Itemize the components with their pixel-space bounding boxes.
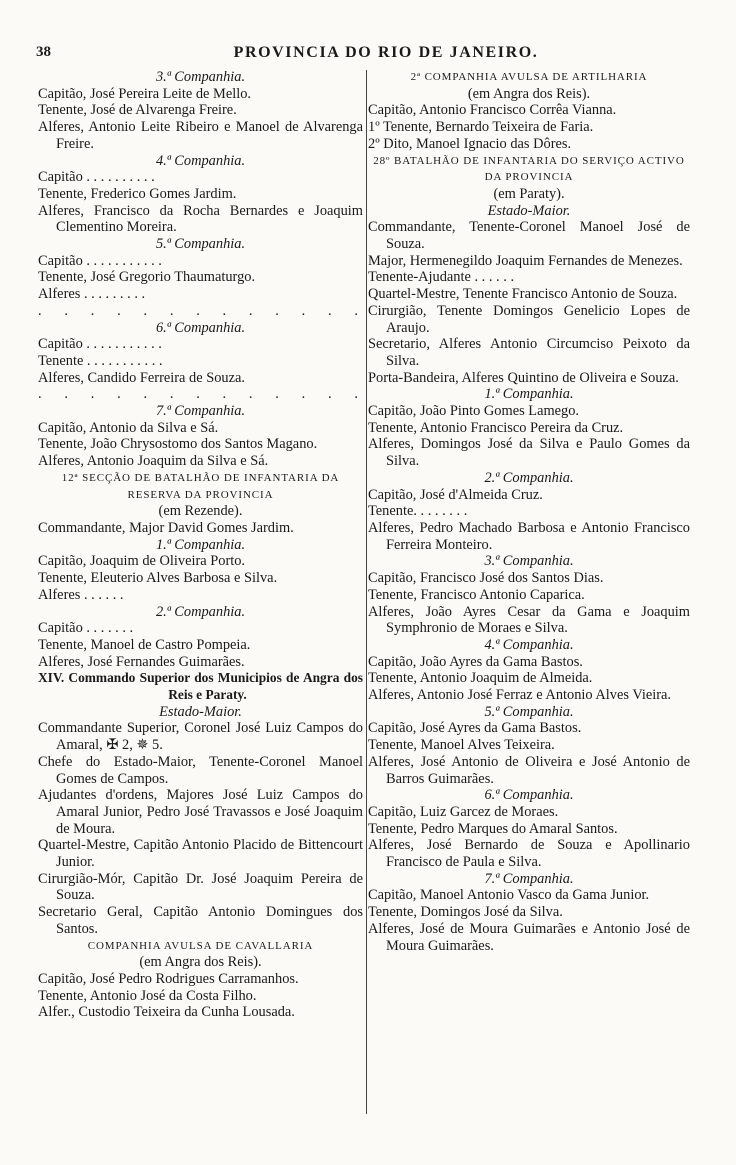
roster-entry: Cirurgião, Tenente Domingos Genelicio Lopes de Araujo.: [368, 302, 690, 336]
roster-entry: Tenente, José de Alvarenga Freire.: [38, 102, 237, 119]
roster-entry: Commandante Superior, Coronel José Luiz Campos do Amaral, ✠ 2, ✵ 5.: [38, 720, 363, 754]
roster-entry: Capitão, João Ayres da Gama Bastos.: [368, 653, 583, 670]
roster-entry: Alferes, José Bernardo de Souza e Apollinario Francisco de Paula e Silva.: [368, 837, 690, 871]
section-heading: 3.ª Companhia.: [484, 553, 574, 570]
roster-entry: Alferes, José de Moura Guimarães e Antonio José de Moura Guimarães.: [368, 920, 690, 954]
roster-entry: Tenente, Antonio Francisco Pereira da Cruz.: [368, 419, 624, 436]
roster-entry: Capitão, Luiz Garcez de Moraes.: [368, 803, 559, 820]
roster-entry: Tenente, Domingos José da Silva.: [368, 904, 563, 921]
roster-entry: Cirurgião-Mór, Capitão Dr. José Joaquim Pereira de Souza.: [38, 870, 363, 904]
roster-entry: Tenente, Antonio Joaquim de Almeida.: [368, 670, 593, 687]
dotted-leader: . . . . . . . . . . . . .: [38, 302, 363, 319]
roster-entry: Tenente, José Gregorio Thaumaturgo.: [38, 269, 256, 286]
roster-entry: Capitão, José Ayres da Gama Bastos.: [368, 720, 582, 737]
roster-entry: Capitão, Francisco José dos Santos Dias.: [368, 570, 604, 587]
roster-entry: Capitão, Manoel Antonio Vasco da Gama Junior.: [368, 887, 650, 904]
section-heading: 2.ª Companhia.: [484, 469, 574, 486]
section-heading: 7.ª Companhia.: [484, 870, 574, 887]
location-line: (em Angra dos Reis).: [139, 954, 262, 971]
roster-entry: Tenente-Ajudante . . . . . .: [368, 269, 515, 286]
unit-heading: 2ª COMPANHIA AVULSA DE ARTILHARIA: [410, 71, 648, 83]
roster-entry: Alferes . . . . . .: [38, 586, 124, 603]
roster-entry: Alferes, Domingos José da Silva e Paulo Gomes da Silva.: [368, 436, 690, 470]
roster-entry: Capitão, João Pinto Gomes Lamego.: [368, 403, 580, 420]
roster-entry: Capitão, José Pereira Leite de Mello.: [38, 85, 251, 102]
roster-entry: Secretario Geral, Capitão Antonio Domingues dos Santos.: [38, 904, 363, 937]
roster-entry: Capitão, José Pedro Rodrigues Carramanhos.: [38, 970, 299, 987]
section-heading: 1.ª Companhia.: [484, 386, 574, 403]
roster-entry: Alferes . . . . . . . . .: [38, 286, 146, 303]
section-heading: 1.ª Companhia.: [155, 536, 246, 553]
page-number: 38: [36, 44, 51, 60]
location-line: (em Paraty).: [493, 185, 565, 202]
running-title: PROVINCIA DO RIO DE JANEIRO.: [233, 44, 539, 61]
roster-entry: Tenente, Manoel de Castro Pompeia.: [38, 636, 251, 653]
command-heading: XIV. Commando Superior dos Municipios de Angra dos Reis e Paraty.: [38, 670, 363, 703]
roster-entry: Alferes, Candido Ferreira de Souza.: [38, 369, 245, 386]
unit-heading: COMPANHIA AVULSA DE CAVALLARIA: [87, 939, 314, 952]
roster-entry: Porta-Bandeira, Alferes Quintino de Oliveira e Souza.: [368, 369, 679, 386]
roster-entry: Tenente. . . . . . . .: [368, 503, 468, 520]
section-heading: 5.ª Companhia.: [484, 703, 574, 720]
section-heading: Estado-Maior.: [159, 703, 242, 720]
roster-entry: Tenente, Pedro Marques do Amaral Santos.: [368, 820, 618, 837]
roster-entry: Chefe do Estado-Maior, Tenente-Coronel Manoel Gomes de Campos.: [38, 753, 363, 787]
right-column: [368, 69, 690, 954]
roster-entry: Alfer., Custodio Teixeira da Cunha Lousada.: [38, 1004, 295, 1021]
roster-entry: Tenente, Antonio José da Costa Filho.: [38, 987, 257, 1004]
page-header: [36, 44, 736, 66]
roster-entry: Tenente . . . . . . . . . . .: [38, 352, 163, 369]
roster-entry: Capitão . . . . . . . . . . .: [38, 252, 162, 269]
roster-entry: Tenente, Frederico Gomes Jardim.: [38, 185, 237, 202]
roster-entry: Capitão, Antonio da Silva e Sá.: [38, 419, 219, 436]
roster-entry: Secretario, Alferes Antonio Circumciso Peixoto da Silva.: [368, 336, 690, 369]
roster-entry: Quartel-Mestre, Tenente Francisco Antonio de Souza.: [368, 286, 678, 303]
location-line: (em Angra dos Reis).: [467, 85, 591, 102]
unit-heading: 12ª SECÇÃO DE BATALHÃO DE INFANTARIA DA RESERVA DA PROVINCIA: [61, 471, 340, 501]
roster-entry: Capitão, José d'Almeida Cruz.: [368, 486, 543, 503]
section-heading: Estado-Maior.: [487, 202, 571, 219]
roster-entry: Alferes, Francisco da Rocha Bernardes e Joaquim Clementino Moreira.: [38, 202, 363, 236]
roster-entry: Quartel-Mestre, Capitão Antonio Placido de Bittencourt Junior.: [38, 837, 363, 871]
section-heading: 6.ª Companhia.: [155, 319, 246, 336]
roster-entry: Commandante, Major David Gomes Jardim.: [38, 519, 294, 536]
column-divider: [366, 70, 367, 1114]
roster-entry: Alferes, Antonio Leite Ribeiro e Manoel de Alvarenga Freire.: [38, 119, 363, 152]
roster-entry: Alferes, José Fernandes Guimarães.: [38, 653, 245, 670]
left-column: [38, 69, 363, 1021]
roster-entry: Major, Hermenegildo Joaquim Fernandes de Menezes.: [368, 252, 683, 269]
roster-entry: Capitão, Joaquim de Oliveira Porto.: [38, 553, 246, 570]
roster-entry: Tenente, Francisco Antonio Caparica.: [368, 586, 585, 603]
roster-entry: Alferes, Antonio José Ferraz e Antonio Alves Vieira.: [368, 687, 672, 704]
roster-entry: Capitão . . . . . . . . . . .: [38, 336, 162, 353]
roster-entry: Capitão . . . . . . . . . .: [38, 169, 155, 186]
section-heading: 6.ª Companhia.: [484, 787, 574, 804]
dotted-leader: . . . . . . . . . . . . .: [38, 386, 363, 403]
roster-entry: Tenente, Eleuterio Alves Barbosa e Silva.: [38, 570, 278, 587]
roster-entry: Alferes, João Ayres Cesar da Gama e Joaquim Symphronio de Moraes e Silva.: [368, 603, 690, 637]
location-line: (em Rezende).: [158, 503, 243, 520]
roster-entry: Commandante, Tenente-Coronel Manoel José de Souza.: [368, 219, 690, 253]
roster-entry: Ajudantes d'ordens, Majores José Luiz Campos do Amaral Junior, Pedro José Travassos e José Joaquim de Moura.: [38, 787, 363, 837]
section-heading: 5.ª Companhia.: [155, 236, 246, 253]
roster-entry: Alferes, Antonio Joaquim da Silva e Sá.: [38, 453, 269, 470]
section-heading: 4.ª Companhia.: [155, 152, 246, 169]
roster-entry: Tenente, João Chrysostomo dos Santos Magano.: [38, 436, 318, 453]
roster-entry: Alferes, José Antonio de Oliveira e José Antonio de Barros Guimarães.: [368, 753, 690, 787]
roster-entry: Capitão, Antonio Francisco Corrêa Vianna.: [368, 102, 617, 119]
roster-entry: 1º Tenente, Bernardo Teixeira de Faria.: [368, 119, 594, 136]
section-heading: 2.ª Companhia.: [155, 603, 246, 620]
unit-heading: 28º BATALHÃO DE INFANTARIA DO SERVIÇO ACTIVO DA PROVINCIA: [373, 154, 685, 184]
roster-entry: 2º Dito, Manoel Ignacio das Dôres.: [368, 135, 572, 152]
section-heading: 7.ª Companhia.: [155, 403, 246, 420]
roster-entry: Alferes, Pedro Machado Barbosa e Antonio Francisco Ferreira Monteiro.: [368, 519, 690, 553]
section-heading: 4.ª Companhia.: [484, 636, 574, 653]
roster-entry: Capitão . . . . . . .: [38, 620, 134, 637]
section-heading: 3.ª Companhia.: [155, 69, 246, 85]
roster-entry: Tenente, Manoel Alves Teixeira.: [368, 737, 555, 754]
